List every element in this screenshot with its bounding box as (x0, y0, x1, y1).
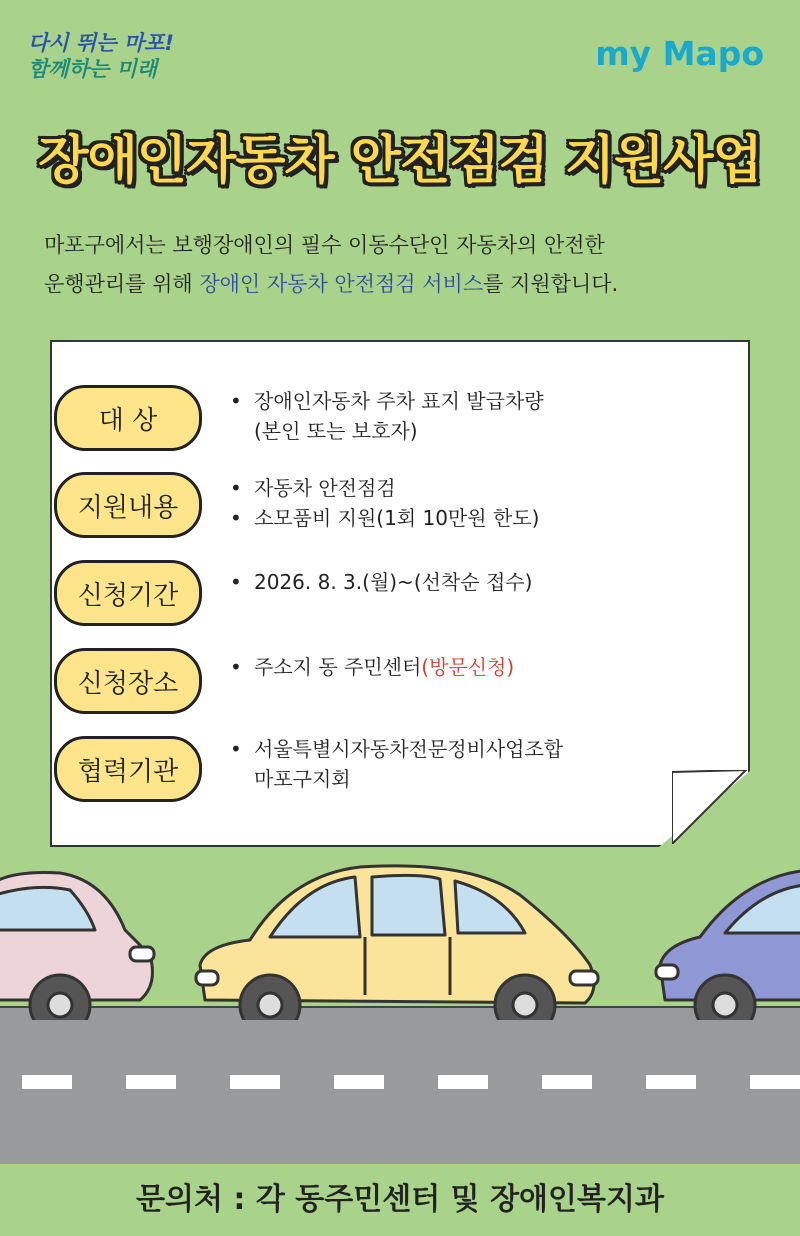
place-item-text: 주소지 동 주민센터 (254, 655, 422, 679)
page-title: 장애인자동차 안전점검 지원사업 (38, 131, 762, 191)
lane-marking (438, 1075, 488, 1089)
intro-line-2 (44, 265, 764, 304)
label-period: 신청기간 (54, 560, 202, 626)
contact-footer: 문의처 : 각 동주민센터 및 장애인복지과 (0, 1164, 800, 1236)
target-items (230, 386, 544, 446)
intro-line-2-prefix: 운행관리를 위해 (44, 272, 200, 296)
lane-marking (334, 1075, 384, 1089)
slogan-line-1: 다시 뛰는 마포! (28, 31, 174, 55)
intro-line-1: 마포구에서는 보행장애인의 필수 이동수단인 자동차의 안전한 (44, 233, 605, 257)
lane-marking (646, 1075, 696, 1089)
label-target: 대 상 (54, 385, 202, 451)
slogan (28, 30, 174, 82)
period-items (230, 567, 532, 597)
content-item-2: • 소모품비 지원(1회 10만원 한도) (230, 503, 539, 533)
period-item-1: • 2026. 8. 3.(월)~(선착순 접수) (230, 567, 532, 597)
pink-car-icon (0, 873, 154, 1021)
label-partner: 협력기관 (54, 736, 202, 802)
brand-logo: my Mapo (595, 34, 764, 73)
place-item-1 (230, 652, 514, 682)
lane-marking (542, 1075, 592, 1089)
lane-marking (126, 1075, 176, 1089)
intro-text (44, 226, 764, 304)
label-content: 지원내용 (54, 472, 202, 538)
content-items (230, 473, 539, 533)
intro-highlight: 장애인 자동차 안전점검 서비스 (199, 272, 484, 296)
slogan-line-2: 함께하는 미래 (28, 57, 158, 81)
yellow-car-icon (196, 866, 598, 1020)
place-items (230, 652, 514, 682)
lane-marking (750, 1075, 800, 1089)
target-item-1: • 장애인자동차 주차 표지 발급차량 (230, 386, 544, 416)
lane-marking (230, 1075, 280, 1089)
target-item-1-cont: (본인 또는 보호자) (254, 419, 418, 443)
place-item-visit: (방문신청) (421, 655, 515, 679)
label-place: 신청장소 (54, 648, 202, 714)
lane-marking (22, 1075, 72, 1089)
partner-items (230, 734, 563, 794)
content-item-1: • 자동차 안전점검 (230, 473, 539, 503)
page-fold-icon (672, 770, 748, 844)
intro-line-2-suffix: 를 지원합니다. (483, 272, 619, 296)
cars-illustration (0, 855, 800, 1020)
partner-item-1: • 서울특별시자동차전문정비사업조합 (230, 734, 563, 764)
partner-item-1-cont: 마포구지회 (254, 767, 351, 791)
blue-car-icon (656, 870, 800, 1020)
